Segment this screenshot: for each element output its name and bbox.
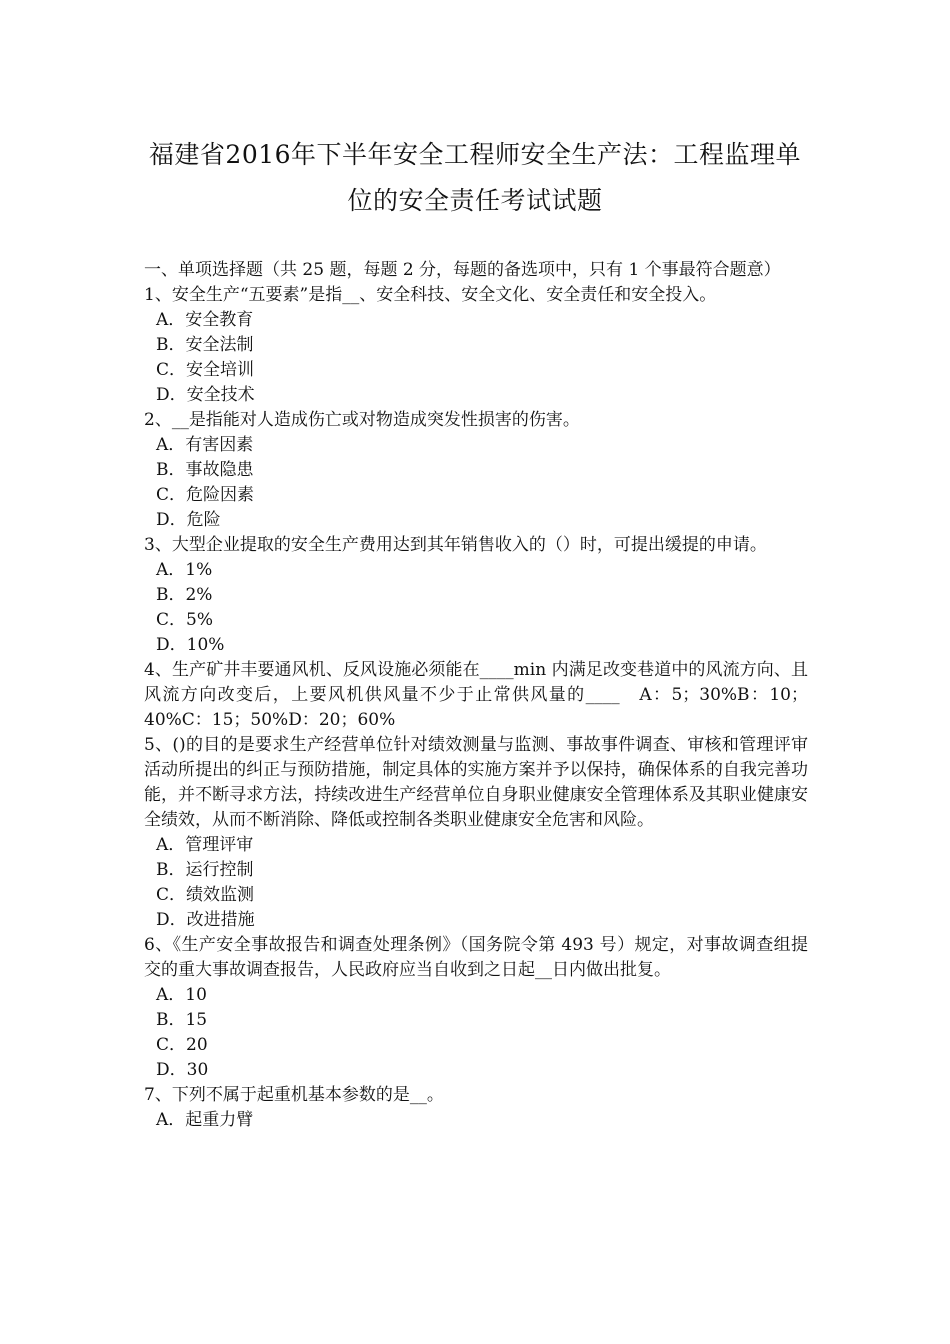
question-stem: 2、__是指能对人造成伤亡或对物造成突发性损害的伤害。 [144,410,580,430]
question-stem: 6、《生产安全事故报告和调查处理条例》（国务院令第 493 号）规定，对事故调查组提交的重大事故调查报告，人民政府应当自收到之日起__日内做出批复。 [144,935,808,980]
answer-option: D．危险 [156,510,221,530]
question-stem: 7、下列不属于起重机基本参数的是__。 [144,1085,444,1105]
document-body [144,258,808,1133]
answer-option: C．5% [156,610,213,630]
question-block [144,533,808,658]
answer-option: B．2% [156,585,213,605]
answer-option: B．安全法制 [156,335,254,355]
document-title [120,132,830,224]
title-line-2: 位的安全责任考试试题 [347,186,603,215]
question-block [144,283,808,408]
answer-option: A．管理评审 [156,835,254,855]
answer-option: C．危险因素 [156,485,255,505]
answer-option: A．安全教育 [156,310,254,330]
answer-option: A．1% [156,560,213,580]
title-line-1: 福建省2016年下半年安全工程师安全生产法：工程监理单 [148,140,802,169]
question-stem: 3、大型企业提取的安全生产费用达到其年销售收入的（）时，可提出缓提的申请。 [144,535,767,555]
question-stem: 1、安全生产“五要素”是指__、安全科技、安全文化、安全责任和安全投入。 [144,285,717,305]
answer-option: D．10% [156,635,225,655]
question-list [144,283,808,1133]
answer-option: A．10 [156,985,207,1005]
question-stem: 5、()的目的是要求生产经营单位针对绩效测量与监测、事故事件调查、审核和管理评审活动所提出的纠正与预防措施，制定具体的实施方案并予以保持，确保体系的自我完善功能，并不断寻求方法，持续改进生产经营单位自身职业健康安全管理体系及其职业健康安全绩效，从而不断消除、降低或控制各类职业健康安全危害和风险。 [144,735,808,830]
answer-option: C．安全培训 [156,360,255,380]
answer-option: C．绩效监测 [156,885,255,905]
question-block [144,408,808,533]
question-block [144,733,808,933]
answer-option: B．15 [156,1010,208,1030]
answer-option: B．事故隐患 [156,460,254,480]
answer-option: A．起重力臂 [156,1110,254,1130]
question-block [144,933,808,1083]
answer-option: D．安全技术 [156,385,255,405]
answer-option: D．30 [156,1060,209,1080]
answer-option: B．运行控制 [156,860,254,880]
question-stem: 4、生产矿井丰要通风机、反风设施必须能在____min 内满足改变巷道中的风流方向、且风流方向改变后，上要风机供风量不少于止常供风量的____ A：5；30%B：10；40%C：15；50%D：20；60% [144,660,808,730]
section-heading: 一、单项选择题（共 25 题，每题 2 分，每题的备选项中，只有 1 个事最符合题意） [144,260,781,280]
answer-option: C．20 [156,1035,208,1055]
question-block [144,1083,808,1133]
answer-option: D．改进措施 [156,910,255,930]
answer-option: A．有害因素 [156,435,254,455]
question-block [144,658,808,733]
